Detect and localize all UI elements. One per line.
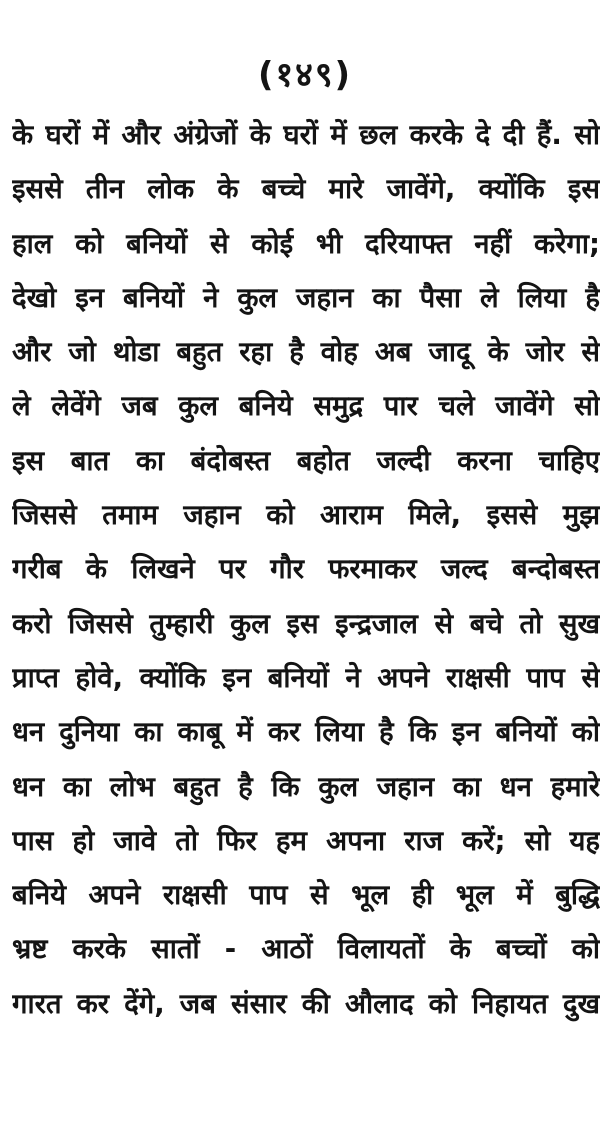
text-line: गरीब के लिखने पर गौर फरमाकर जल्द बन्दोबस्त xyxy=(12,553,600,586)
text-line: करो जिससे तुम्हारी कुल इस इन्द्रजाल से बचे तो सुख xyxy=(12,607,600,640)
text-line: पास हो जावे तो फिर हम अपना राज करें; सो यह xyxy=(12,824,600,857)
text-line: जिससे तमाम जहान को आराम मिले, इससे मुझ xyxy=(12,499,600,532)
page-number: (१४९) xyxy=(257,55,353,95)
text-line: प्राप्त होवे, क्योंकि इन बनियों ने अपने राक्षसी पाप से xyxy=(12,661,600,694)
text-line: इस बात का बंदोबस्त बहोत जल्दी करना चाहिए xyxy=(12,444,600,477)
text-line: और जो थोडा बहुत रहा है वोह अब जादू के जोर से xyxy=(12,336,600,369)
text-line: देखो इन बनियों ने कुल जहान का पैसा ले लिया है xyxy=(12,281,600,314)
text-line: भ्रष्ट करके सातों - आठों विलायतों के बच्चों को xyxy=(12,933,600,966)
text-line: धन दुनिया का काबू में कर लिया है कि इन बनियों को xyxy=(12,716,600,749)
text-line: ले लेवेंगे जब कुल बनिये समुद्र पार चले जावेंगे सो xyxy=(12,390,600,423)
text-line: धन का लोभ बहुत है कि कुल जहान का धन हमारे xyxy=(12,770,600,803)
text-line: गारत कर देंगे, जब संसार की औलाद को निहायत दुख xyxy=(12,987,600,1020)
body-text xyxy=(12,108,600,1031)
text-line: इससे तीन लोक के बच्चे मारे जावेंगे, क्योंकि इस xyxy=(12,173,600,206)
text-line: हाल को बनियों से कोई भी दरियाफ्त नहीं करेगा; xyxy=(12,227,600,260)
text-line: के घरों में और अंग्रेजों के घरों में छल करके दे दी हैं. सो xyxy=(12,119,600,151)
text-line: बनिये अपने राक्षसी पाप से भूल ही भूल में बुद्धि xyxy=(12,879,600,912)
